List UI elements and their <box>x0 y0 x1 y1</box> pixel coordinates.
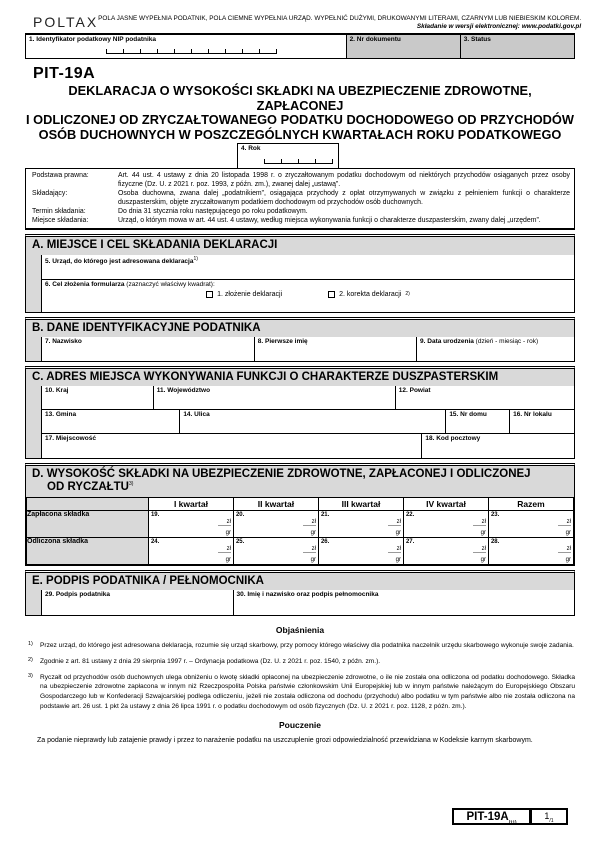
amount-cell-26[interactable] <box>318 537 403 564</box>
footnote-2-marker: 2) <box>28 656 33 663</box>
table-header-row <box>27 497 574 510</box>
zl-label: zł <box>558 519 571 526</box>
col-header-q2: II kwartał <box>233 497 318 510</box>
amount-cell-19[interactable] <box>148 510 233 537</box>
zl-label: zł <box>218 519 231 526</box>
cell-number: 27. <box>405 538 415 545</box>
section-b-title: B. DANE IDENTYFIKACYJNE PODATNIKA <box>26 320 574 337</box>
field-13-gmina[interactable] <box>42 410 180 434</box>
table-row-paid <box>27 510 574 537</box>
page-footer <box>452 808 568 825</box>
form-id: PIT-19A <box>33 65 96 82</box>
footnote-2 <box>25 657 575 667</box>
amount-cell-25[interactable] <box>233 537 318 564</box>
cell-number: 24. <box>150 538 160 545</box>
gr-label: gr <box>480 556 486 563</box>
checkbox-korekta[interactable] <box>328 291 335 298</box>
caution-heading: Pouczenie <box>278 720 322 731</box>
legal-label: Termin składania: <box>32 208 86 216</box>
section-gutter <box>26 590 41 615</box>
cell-number: 26. <box>320 538 330 545</box>
legal-row-deadline <box>32 207 570 216</box>
field-17-label: 17. Miejscowość <box>45 435 96 443</box>
option-korekta-label: 2. korekta deklaracji <box>339 290 402 298</box>
legal-row-place <box>32 216 570 225</box>
field-29-podpis[interactable] <box>42 590 234 615</box>
document-number-field <box>347 35 461 58</box>
field-9-data-urodzenia[interactable] <box>417 337 574 361</box>
legal-label: Składający: <box>32 190 68 198</box>
gr-label: gr <box>565 556 571 563</box>
field-5-label: 5. Urząd, do którego jest adresowana deklaracja <box>45 257 194 265</box>
field-8-imie[interactable] <box>255 337 417 361</box>
gr-label: gr <box>225 529 231 536</box>
zl-label: zł <box>218 546 231 553</box>
footer-version: (11) <box>508 819 517 825</box>
zl-label: zł <box>303 546 316 553</box>
col-header-q4: IV kwartał <box>403 497 488 510</box>
legal-text: Osoba duchowna, zwana dalej „podatnikiem”, osiągająca przychody z opłat otrzymywanych w związku z pełnieniem funkcji o charakterze duszpasterskim, objęte zryczałtowanym podatkiem dochodowym od przychodów osób duchownych. <box>118 190 570 207</box>
field-7-nazwisko[interactable] <box>42 337 255 361</box>
field-16-nr-lokalu[interactable] <box>510 410 574 434</box>
page-header <box>25 14 582 30</box>
footnote-3-marker: 3) <box>28 672 33 679</box>
section-d-title-line1: D. WYSOKOŚĆ SKŁADKI NA UBEZPIECZENIE ZDROWOTNE, ZAPŁACONEJ I ODLICZONEJ <box>32 468 531 481</box>
field-15-nr-domu[interactable] <box>446 410 510 434</box>
footnote-3 <box>25 673 575 713</box>
gr-label: gr <box>565 529 571 536</box>
option-zlozenie-label: 1. złożenie deklaracji <box>217 290 283 298</box>
section-gutter <box>26 386 41 458</box>
amount-cell-21[interactable] <box>318 510 403 537</box>
amount-cell-24[interactable] <box>148 537 233 564</box>
nip-field-label: 1. Identyfikator podatkowy NIP podatnika <box>29 36 157 43</box>
poltax-logo: POLTAX <box>33 14 99 30</box>
option-zlozenie[interactable] <box>206 291 282 298</box>
footnote-2-text: Zgodnie z art. 81 ustawy z dnia 29 sierpnia 1997 r. – Ordynacja podatkowa (Dz. U. z 2021 r. poz. 1540, z późn. zm.). <box>40 657 381 665</box>
cell-number: 20. <box>235 511 245 518</box>
year-field-label: 4. Rok <box>241 144 261 152</box>
field-9-hint: (dzień - miesiąc - rok) <box>475 337 539 345</box>
field-15-label: 15. Nr domu <box>449 411 487 419</box>
cell-number: 25. <box>235 538 245 545</box>
amount-cell-22[interactable] <box>403 510 488 537</box>
field-18-label: 18. Kod pocztowy <box>425 435 481 443</box>
status-label: 3. Status <box>463 36 491 43</box>
table-corner-cell <box>27 497 149 510</box>
checkbox-zlozenie[interactable] <box>206 291 213 298</box>
legal-text: Urząd, o którym mowa w art. 44 ust. 4 ustawy, według miejsca wykonywania funkcji o charakterze duszpasterskim, zwany dalej „urzędem”. <box>118 217 541 225</box>
cell-number: 23. <box>490 511 500 518</box>
legal-text: Art. 44 ust. 4 ustawy z dnia 20 listopada 1998 r. o zryczałtowanym podatku dochodowym od niektórych przychodów osiąganych przez osoby fizyczne (Dz. U. z 2021 r. poz. 1993, z późn. zm.), zwanej dalej „ustawą”. <box>118 171 570 188</box>
cell-number: 21. <box>320 511 330 518</box>
field-30-pelnomocnik[interactable] <box>234 590 574 615</box>
footer-code-text: PIT-19A <box>466 811 509 823</box>
section-c <box>25 366 575 459</box>
legal-label: Miejsce składania: <box>32 217 89 225</box>
section-gutter <box>26 337 41 361</box>
cell-number: 19. <box>150 511 160 518</box>
explanations-heading: Objaśnienia <box>275 624 325 635</box>
caution-text: Za podanie nieprawdy lub zatajenie prawdy i przez to narażenie podatku na uszczuplenie grozi odpowiedzialność przewidziana w Kodeksie karnym skarbowym. <box>37 737 533 745</box>
gr-label: gr <box>480 529 486 536</box>
field-14-ulica[interactable] <box>180 410 446 434</box>
year-input-line[interactable] <box>264 159 333 164</box>
legal-info-box <box>25 168 575 231</box>
document-number-label: 2. Nr dokumentu <box>349 36 401 43</box>
legal-row-basis <box>32 171 570 189</box>
section-b <box>25 317 575 362</box>
gr-label: gr <box>395 556 401 563</box>
year-field[interactable] <box>237 143 339 168</box>
footer-page-total: /1 <box>549 817 554 824</box>
section-e-title: E. PODPIS PODATNIKA / PEŁNOMOCNIKA <box>26 573 574 590</box>
option-korekta[interactable] <box>328 291 410 298</box>
field-10-kraj[interactable] <box>42 386 154 410</box>
zl-label: zł <box>388 519 401 526</box>
col-header-total: Razem <box>488 497 573 510</box>
legal-row-filer <box>32 189 570 207</box>
status-field <box>461 35 574 58</box>
gr-label: gr <box>310 529 316 536</box>
footnote-1-text: Przez urząd, do którego jest adresowana deklaracja, rozumie się urząd skarbowy, przy pomocy którego właściwy dla podatnika naczelnik urzędu skarbowego wykonuje swoje zadania. <box>40 641 574 649</box>
table-row-deducted <box>27 537 574 564</box>
amount-cell-28[interactable] <box>488 537 573 564</box>
zl-label: zł <box>388 546 401 553</box>
form-title-line3: OSÓB DUCHOWNYCH W POSZCZEGÓLNYCH KWARTAŁACH ROKU PODATKOWEGO <box>38 127 562 143</box>
gr-label: gr <box>310 556 316 563</box>
section-d <box>25 463 575 565</box>
footnote-1 <box>25 641 575 651</box>
field-18-kod-pocztowy[interactable] <box>422 434 574 458</box>
footnote-1-marker: 1) <box>28 640 33 647</box>
section-d-title-line2: OD RYCZAŁTU <box>47 481 129 494</box>
field-7-label: 7. Nazwisko <box>45 337 82 345</box>
amount-cell-27[interactable] <box>403 537 488 564</box>
section-c-title: C. ADRES MIEJSCA WYKONYWANIA FUNKCJI O CHARAKTERZE DUSZPASTERSKIM <box>26 369 574 386</box>
zl-label: zł <box>303 519 316 526</box>
col-header-q3: III kwartał <box>318 497 403 510</box>
section-d-title <box>26 466 574 496</box>
gr-label: gr <box>395 529 401 536</box>
nip-input-line[interactable] <box>106 49 277 54</box>
field-10-label: 10. Kraj <box>45 387 69 395</box>
cell-number: 22. <box>405 511 415 518</box>
footnote-ref-2: 2) <box>405 291 410 298</box>
field-17-miejscowosc[interactable] <box>42 434 422 458</box>
zl-label: zł <box>473 519 486 526</box>
contributions-table <box>26 497 574 565</box>
section-gutter <box>26 255 41 312</box>
field-30-label: 30. Imię i nazwisko oraz podpis pełnomocnika <box>236 590 379 598</box>
field-29-label: 29. Podpis podatnika <box>45 590 111 598</box>
form-title-line1: DEKLARACJA O WYSOKOŚCI SKŁADKI NA UBEZPIECZENIE ZDROWOTNE, ZAPŁACONEJ <box>68 83 532 113</box>
instructions-line2: Składanie w wersji elektronicznej: www.podatki.gov.pl <box>416 23 582 30</box>
field-12-label: 12. Powiat <box>398 387 431 395</box>
legal-text: Do dnia 31 stycznia roku następującego po roku podatkowym. <box>118 208 308 216</box>
fill-instructions <box>98 14 581 30</box>
field-11-wojewodztwo[interactable] <box>154 386 396 410</box>
footer-form-code <box>452 808 531 825</box>
form-title <box>25 84 575 143</box>
section-a-title: A. MIEJSCE I CEL SKŁADANIA DEKLARACJI <box>26 237 574 254</box>
field-9-label: 9. Data urodzenia <box>420 337 476 345</box>
amount-cell-20[interactable] <box>233 510 318 537</box>
footer-page-current: 1 <box>544 811 550 821</box>
cell-number: 28. <box>490 538 500 545</box>
gr-label: gr <box>225 556 231 563</box>
field-5-urzad[interactable] <box>42 255 574 280</box>
instructions-line1: POLA JASNE WYPEŁNIA PODATNIK, POLA CIEMNE WYPEŁNIA URZĄD. WYPEŁNIĆ DUŻYMI, DRUKOWANYMI LITERAMI, CZARNYM LUB NIEBIESKIM KOLOREM. <box>98 15 582 22</box>
section-a <box>25 234 575 312</box>
zl-label: zł <box>558 546 571 553</box>
footnote-ref-3: 3) <box>128 481 134 488</box>
field-14-label: 14. Ulica <box>183 411 210 419</box>
field-12-powiat[interactable] <box>396 386 574 410</box>
form-title-line2: I ODLICZONEJ OD ZRYCZAŁTOWANEGO PODATKU DOCHODOWEGO OD PRZYCHODÓW <box>26 112 574 128</box>
field-16-label: 16. Nr lokalu <box>513 411 552 419</box>
field-6-label: 6. Cel złożenia formularza <box>45 280 127 288</box>
row-label-deducted: Odliczona składka <box>27 537 149 564</box>
zl-label: zł <box>473 546 486 553</box>
footer-page-number <box>531 808 568 825</box>
field-6-cel <box>42 280 574 312</box>
section-e <box>25 570 575 616</box>
amount-cell-23[interactable] <box>488 510 573 537</box>
field-13-label: 13. Gmina <box>45 411 77 419</box>
col-header-q1: I kwartał <box>148 497 233 510</box>
footnote-3-text: Ryczałt od przychodów osób duchownych ulega obniżeniu o kwotę składki opłaconej na ubezpieczenie zdrowotne, o ile nie została ona odliczona od podatku dochodowego. Składka na ubezpieczenie zdrowotne zapłacona w innym niż Rzeczpospolita Polska państwie członkowskim Unii Europejskiej lub w innym państwie należącym do Europejskiego Obszaru Gospodarczego lub w Konfederacji Szwajcarskiej podlega odliczeniu, jeżeli nie została odliczona od dochodu (przychodu) albo podatku w tym państwie albo nie została odliczona na podstawie art. 26 ust. 1 pkt 2a ustawy z dnia 26 lipca 1991 r. o podatku dochodowym od osób fizycznych (Dz. U. z 2021 r. poz. 1128, z późn. zm.). <box>40 673 575 711</box>
legal-label: Podstawa prawna: <box>32 171 89 179</box>
field-11-label: 11. Województwo <box>156 387 211 395</box>
field-8-label: 8. Pierwsze imię <box>257 337 308 345</box>
field-6-hint: (zaznaczyć właściwy kwadrat): <box>126 280 215 288</box>
nip-field[interactable] <box>26 35 347 58</box>
identification-row <box>25 33 575 59</box>
row-label-paid: Zapłacona składka <box>27 510 149 537</box>
footnote-ref-1: 1) <box>193 255 198 262</box>
